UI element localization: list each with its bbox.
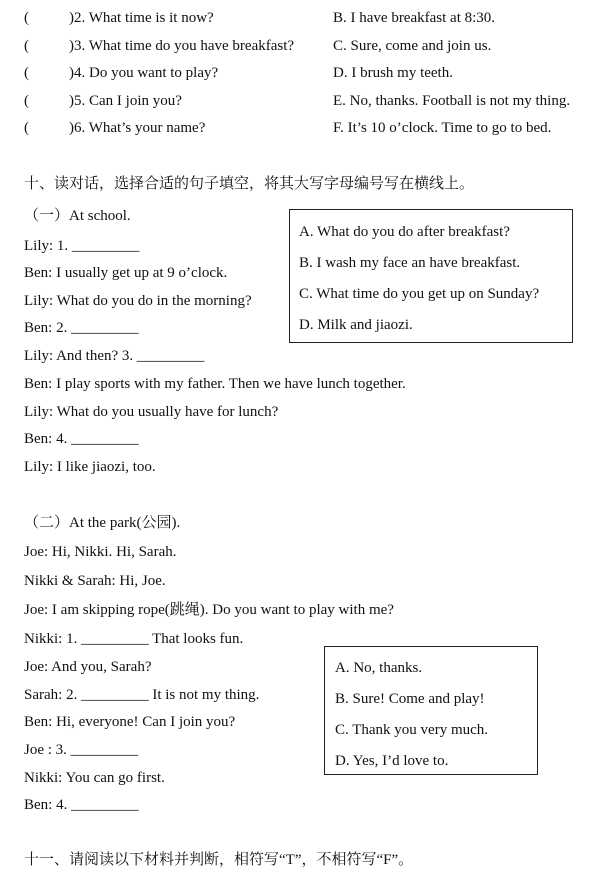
dialogue-line: Nikki: 1. _________ That looks fun. [24,631,244,647]
match-question: )4. Do you want to play? [69,65,219,81]
option-d: D. Milk and jiaozi. [299,317,413,333]
match-answer: C. Sure, come and join us. [333,38,492,54]
dialogue-line: Sarah: 2. _________ It is not my thing. [24,687,260,703]
dialogue-line: Ben: I usually get up at 9 o’clock. [24,265,228,281]
match-answer: D. I brush my teeth. [333,65,453,81]
dialogue-line: Lily: 1. _________ [24,238,140,254]
option-c: C. What time do you get up on Sunday? [299,286,540,302]
dialogue-line: Joe : 3. _________ [24,742,139,758]
match-answer: F. It’s 10 o’clock. Time to go to bed. [333,120,552,136]
match-paren[interactable]: ( [24,38,29,54]
dialogue-line: Joe: And you, Sarah? [24,659,152,675]
option-b: B. Sure! Come and play! [335,691,485,707]
match-question: )3. What time do you have breakfast? [69,38,295,54]
part1-title: （一）At school. [24,208,131,224]
match-question: )6. What’s your name? [69,120,206,136]
option-c: C. Thank you very much. [335,722,489,738]
dialogue-line: Joe: I am skipping rope(跳绳). Do you want to play with me? [24,602,394,618]
match-question: )2. What time is it now? [69,10,214,26]
dialogue-line: Nikki & Sarah: Hi, Joe. [24,573,166,589]
dialogue-line: Ben: 4. _________ [24,797,139,813]
dialogue-line: Joe: Hi, Nikki. Hi, Sarah. [24,544,177,560]
dialogue-line: Lily: What do you do in the morning? [24,293,252,309]
dialogue-line: Ben: 4. _________ [24,431,139,447]
section-11-heading: 十一、请阅读以下材料并判断，相符写“T”，不相符写“F”。 [24,852,414,868]
dialogue-line: Lily: I like jiaozi, too. [24,459,156,475]
match-paren[interactable]: ( [24,10,29,26]
dialogue-line: Nikki: You can go first. [24,770,165,786]
part2-title: （二）At the park(公园). [24,515,181,531]
dialogue-line: Lily: And then? 3. _________ [24,348,205,364]
dialogue-line: Ben: Hi, everyone! Can I join you? [24,714,236,730]
section-10-heading: 十、读对话，选择合适的句子填空，将其大写字母编号写在横线上。 [24,176,475,192]
dialogue-line: Lily: What do you usually have for lunch? [24,404,279,420]
match-paren[interactable]: ( [24,120,29,136]
option-b: B. I wash my face an have breakfast. [299,255,521,271]
option-a: A. No, thanks. [335,660,423,676]
match-paren[interactable]: ( [24,93,29,109]
option-d: D. Yes, I’d love to. [335,753,449,769]
option-a: A. What do you do after breakfast? [299,224,510,240]
match-answer: B. I have breakfast at 8:30. [333,10,496,26]
dialogue-line: Ben: I play sports with my father. Then we have lunch together. [24,376,406,392]
match-paren[interactable]: ( [24,65,29,81]
match-question: )5. Can I join you? [69,93,182,109]
match-answer: E. No, thanks. Football is not my thing. [333,93,571,109]
part2-options-box [324,646,538,775]
dialogue-line: Ben: 2. _________ [24,320,139,336]
part1-options-box [289,209,573,343]
